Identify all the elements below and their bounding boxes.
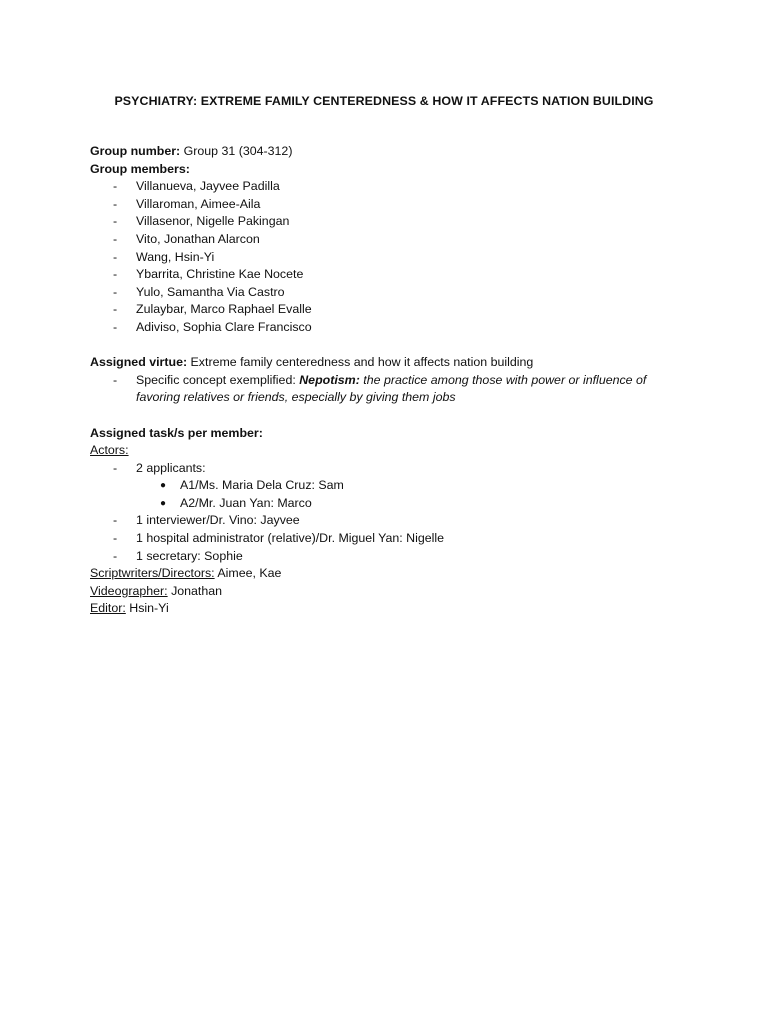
- member-name: Villasenor, Nigelle Pakingan: [136, 214, 290, 229]
- list-item: [90, 495, 690, 513]
- concept-definition: the practice among those with power or influence of favoring relatives or friends, especially by giving them jobs: [136, 372, 647, 405]
- bullet-marker: ●: [160, 480, 167, 492]
- actor-role: 1 secretary: Sophie: [136, 548, 243, 563]
- concept-term: Nepotism:: [299, 372, 360, 387]
- dash-marker: -: [113, 179, 118, 194]
- list-item: [90, 213, 690, 231]
- spacer: [90, 407, 690, 425]
- videographer-value: Jonathan: [167, 583, 223, 598]
- member-name: Zulaybar, Marco Raphael Evalle: [136, 302, 312, 317]
- dash-marker: -: [113, 214, 118, 229]
- videographer-label: Videographer:: [90, 583, 168, 598]
- bullet-marker: ●: [160, 497, 167, 509]
- list-item: [90, 460, 690, 478]
- actor-role: 1 interviewer/Dr. Vino: Jayvee: [136, 513, 300, 528]
- member-name: Yulo, Samantha Via Castro: [136, 284, 285, 299]
- list-item: [90, 266, 690, 284]
- dash-marker: -: [113, 460, 118, 475]
- concept-item: [90, 372, 666, 407]
- virtue-value: Extreme family centeredness and how it affects nation building: [187, 355, 534, 370]
- scriptwriters-label: Scriptwriters/Directors:: [90, 566, 215, 581]
- scriptwriters-line: [90, 565, 690, 583]
- concept-prefix: Specific concept exemplified:: [136, 372, 300, 387]
- list-item: [90, 249, 690, 267]
- tasks-label: Assigned task/s per member:: [90, 425, 263, 440]
- group-members-label: Group members:: [90, 161, 190, 176]
- dash-marker: -: [113, 319, 118, 334]
- members-list: [90, 178, 690, 336]
- list-item: [90, 284, 690, 302]
- list-item: [90, 477, 690, 495]
- list-item: [90, 512, 690, 530]
- applicant-role: A1/Ms. Maria Dela Cruz: Sam: [180, 478, 344, 493]
- list-item: [90, 301, 690, 319]
- member-name: Vito, Jonathan Alarcon: [136, 231, 260, 246]
- virtue-label: Assigned virtue:: [90, 355, 188, 370]
- spacer: [90, 337, 690, 355]
- actors-label: Actors:: [90, 443, 129, 458]
- member-name: Villaroman, Aimee-Aila: [136, 196, 261, 211]
- document-body: [90, 143, 690, 618]
- list-item: [90, 196, 690, 214]
- dash-marker: -: [113, 267, 118, 282]
- videographer-line: [90, 583, 690, 601]
- dash-marker: -: [113, 302, 118, 317]
- list-item: [90, 319, 690, 337]
- applicants-label: 2 applicants:: [136, 460, 206, 475]
- editor-label: Editor:: [90, 601, 126, 616]
- member-name: Wang, Hsin-Yi: [136, 249, 215, 264]
- group-number-line: [90, 143, 690, 161]
- actor-role: 1 hospital administrator (relative)/Dr. Miguel Yan: Nigelle: [136, 531, 445, 546]
- dash-marker: -: [113, 531, 118, 546]
- dash-marker: -: [113, 231, 118, 246]
- member-name: Ybarrita, Christine Kae Nocete: [136, 267, 304, 282]
- virtue-line: [90, 354, 690, 372]
- editor-value: Hsin-Yi: [125, 601, 169, 616]
- dash-marker: -: [113, 548, 118, 563]
- applicant-role: A2/Mr. Juan Yan: Marco: [180, 495, 312, 510]
- dash-marker: -: [113, 249, 118, 264]
- member-name: Villanueva, Jayvee Padilla: [136, 179, 280, 194]
- group-number-label: Group number:: [90, 144, 181, 158]
- list-item: [90, 231, 690, 249]
- document-title: PSYCHIATRY: EXTREME FAMILY CENTEREDNESS & HOW IT AFFECTS NATION BUILDING: [114, 94, 654, 108]
- dash-marker: -: [113, 196, 118, 211]
- dash-marker: -: [113, 513, 118, 528]
- editor-line: [90, 600, 690, 618]
- list-item: [90, 530, 690, 548]
- member-name: Adiviso, Sophia Clare Francisco: [136, 319, 312, 334]
- scriptwriters-value: Aimee, Kae: [214, 566, 282, 581]
- list-item: [90, 178, 690, 196]
- group-number-value: Group 31 (304-312): [180, 144, 293, 158]
- dash-marker: -: [113, 284, 118, 299]
- dash-marker: -: [113, 372, 118, 387]
- list-item: [90, 548, 690, 566]
